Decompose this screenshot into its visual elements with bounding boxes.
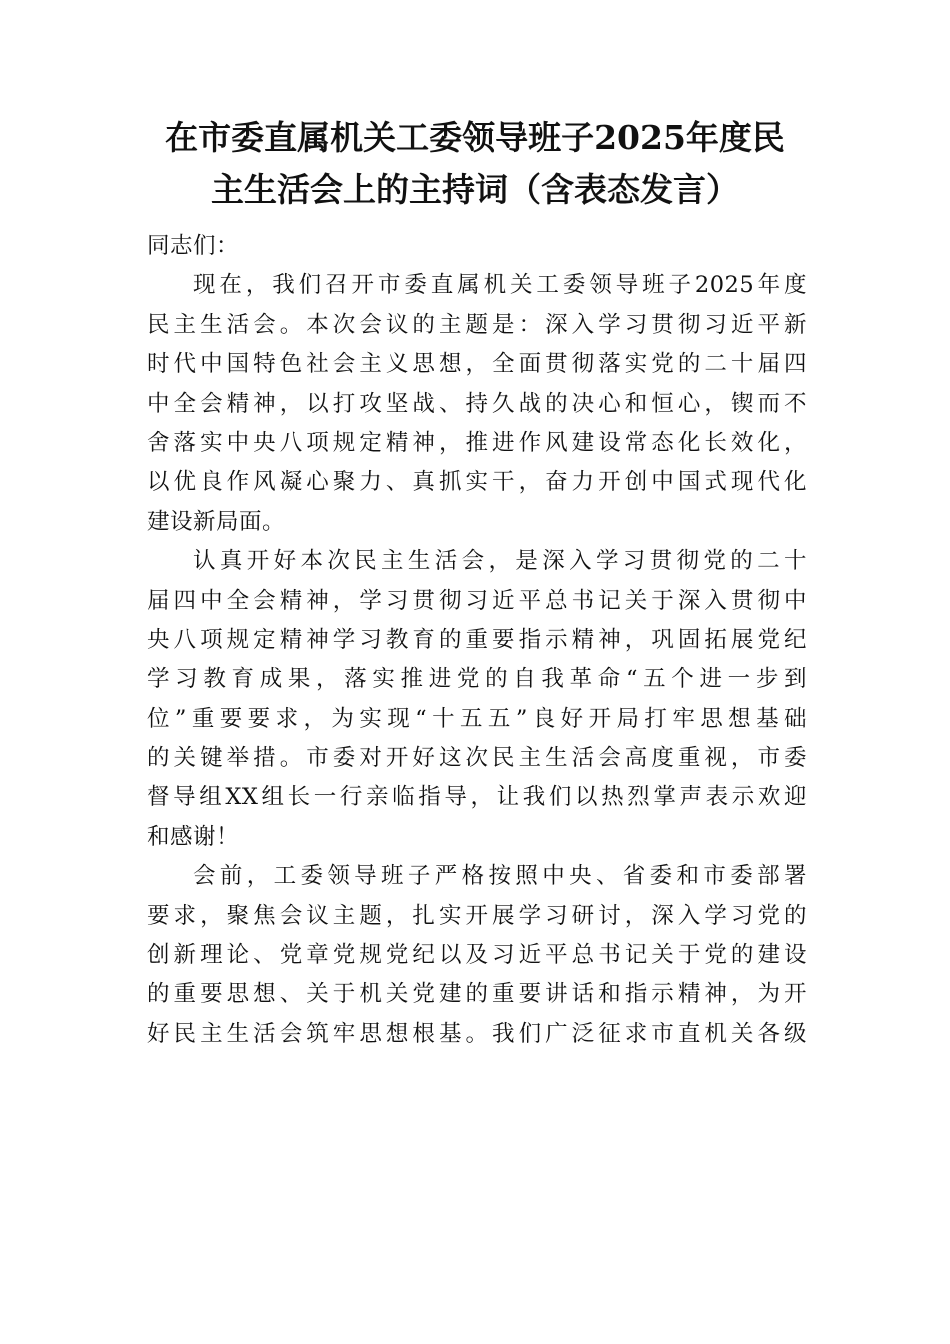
paragraph-line: 以优良作风凝心聚力、真抓实干，奋力开创中国式现代化 bbox=[147, 469, 807, 496]
paragraph-line: 舍落实中央八项规定精神，推进作风建设常态化长效化， bbox=[147, 429, 807, 456]
paragraph-line: 要求，聚焦会议主题，扎实开展学习研讨，深入学习党的 bbox=[147, 902, 807, 929]
paragraph-line: 会前，工委领导班子严格按照中央、省委和市委部署 bbox=[193, 863, 807, 890]
paragraph-line: 建设新局面。 bbox=[147, 508, 286, 535]
paragraph-line: 中全会精神，以打攻坚战、持久战的决心和恒心，锲而不 bbox=[147, 390, 807, 417]
paragraph-line: 的重要思想、关于机关党建的重要讲话和指示精神，为开 bbox=[147, 981, 807, 1008]
paragraph-line: 和感谢！ bbox=[147, 823, 240, 850]
title-line: 在市委直属机关工委领导班子2025年度民 bbox=[165, 118, 785, 157]
paragraph-line: 央八项规定精神学习教育的重要指示精神，巩固拓展党纪 bbox=[147, 626, 807, 653]
paragraph-line: 民主生活会。本次会议的主题是：深入学习贯彻习近平新 bbox=[147, 311, 807, 338]
paragraph-line: 学习教育成果，落实推进党的自我革命“五个进一步到 bbox=[147, 666, 807, 693]
document-body bbox=[147, 227, 807, 1054]
paragraph-line: 时代中国特色社会主义思想，全面贯彻落实党的二十届四 bbox=[147, 351, 807, 378]
salutation: 同志们： bbox=[147, 233, 240, 259]
paragraph-line: 的关键举措。市委对开好这次民主生活会高度重视，市委 bbox=[147, 745, 807, 772]
paragraph-line: 位”重要要求，为实现“十五五”良好开局打牢思想基础 bbox=[147, 705, 807, 732]
paragraph-line: 好民主生活会筑牢思想根基。我们广泛征求市直机关各级 bbox=[147, 1020, 807, 1047]
paragraph-3 bbox=[147, 857, 807, 1054]
paragraph-2 bbox=[147, 542, 807, 857]
paragraph-line: 创新理论、党章党规党纪以及习近平总书记关于党的建设 bbox=[147, 942, 807, 969]
paragraph-line: 届四中全会精神，学习贯彻习近平总书记关于深入贯彻中 bbox=[147, 587, 807, 614]
paragraph-line: 现在，我们召开市委直属机关工委领导班子2025年度 bbox=[193, 272, 807, 299]
title-line: 主生活会上的主持词（含表态发言） bbox=[211, 170, 739, 209]
paragraph-1 bbox=[147, 266, 807, 542]
document-title bbox=[140, 112, 810, 216]
paragraph-line: 督导组XX组长一行亲临指导，让我们以热烈掌声表示欢迎 bbox=[147, 784, 807, 811]
paragraph-line: 认真开好本次民主生活会，是深入学习贯彻党的二十 bbox=[193, 548, 807, 575]
